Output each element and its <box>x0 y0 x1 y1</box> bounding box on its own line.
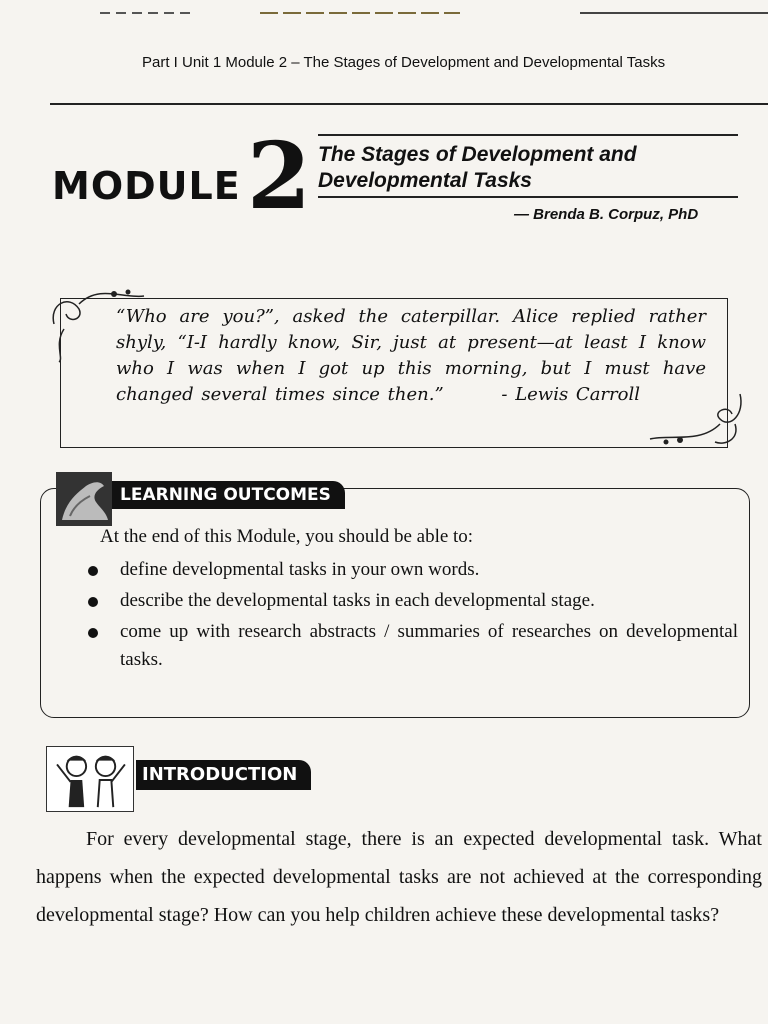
title-rule-top <box>318 134 738 136</box>
quote-block <box>116 304 706 408</box>
introduction-text: For every developmental stage, there is an expected developmental task. What happens when the expected developmental tasks are not achieved at the corresponding developmental stage? How can you help children achieve these developmental tasks? <box>36 828 762 926</box>
hands-icon <box>56 472 112 526</box>
learning-outcomes-list <box>88 556 738 677</box>
bullet-icon <box>88 566 98 576</box>
list-item: describe the developmental tasks in each developmental stage. <box>88 587 738 615</box>
running-header: Part I Unit 1 Module 2 – The Stages of Development and Developmental Tasks <box>142 54 666 71</box>
children-greeting-icon <box>46 746 134 812</box>
header-rule <box>50 103 768 105</box>
quote-attribution: - Lewis Carroll <box>501 384 640 405</box>
bullet-icon <box>88 628 98 638</box>
list-item: define developmental tasks in your own words. <box>88 556 738 584</box>
module-number: 2 <box>247 122 312 230</box>
quote-text: “Who are you?”, asked the caterpillar. Alice replied rather shyly, “I-I hardly know, Sir, just at present—at least I know who I was when I got up this morning, but I must have changed several times since then.” <box>116 306 706 405</box>
module-label: MODULE <box>52 164 241 208</box>
bullet-icon <box>88 597 98 607</box>
list-item: come up with research abstracts / summaries of researches on developmental tasks. <box>88 618 738 674</box>
learning-outcomes-heading: LEARNING OUTCOMES <box>112 481 345 509</box>
learning-outcomes-intro: At the end of this Module, you should be able to: <box>100 526 474 547</box>
module-author: — Brenda B. Corpuz, PhD <box>514 206 699 223</box>
title-rule-bottom <box>318 196 738 198</box>
module-title: The Stages of Development and Developmental Tasks <box>318 143 637 192</box>
introduction-heading: INTRODUCTION <box>136 760 311 790</box>
page-edge-marks <box>0 8 768 18</box>
